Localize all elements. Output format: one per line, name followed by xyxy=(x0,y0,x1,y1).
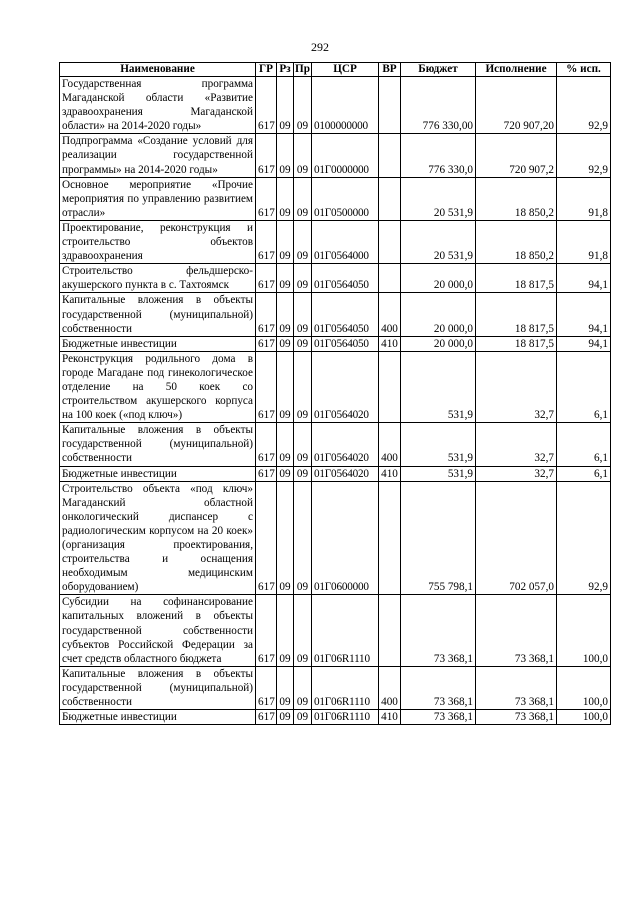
cell-name: Государственная программа Магаданской области «Развитие здравоохранения Магаданской области» на 2014-2020 годы» xyxy=(60,77,256,134)
cell-rz: 09 xyxy=(277,351,294,422)
cell-vr: 410 xyxy=(379,336,401,351)
table-row xyxy=(60,481,611,595)
cell-budget: 73 368,1 xyxy=(401,666,476,709)
cell-csr: 01Г0500000 xyxy=(312,177,379,220)
cell-csr: 01Г0564020 xyxy=(312,466,379,481)
cell-budget: 20 000,0 xyxy=(401,336,476,351)
table-row xyxy=(60,351,611,422)
cell-execution: 32,7 xyxy=(476,423,557,466)
header-vr: ВР xyxy=(379,63,401,77)
cell-percent: 6,1 xyxy=(557,466,611,481)
cell-percent: 6,1 xyxy=(557,423,611,466)
cell-gr: 617 xyxy=(256,423,277,466)
cell-pr: 09 xyxy=(294,710,312,725)
header-budget: Бюджет xyxy=(401,63,476,77)
cell-vr xyxy=(379,220,401,263)
cell-percent: 100,0 xyxy=(557,710,611,725)
cell-name: Капитальные вложения в объекты государственной (муниципальной) собственности xyxy=(60,293,256,336)
cell-vr xyxy=(379,481,401,595)
table-row xyxy=(60,710,611,725)
cell-budget: 20 000,0 xyxy=(401,293,476,336)
cell-vr xyxy=(379,77,401,134)
cell-percent: 92,9 xyxy=(557,481,611,595)
cell-execution: 18 817,5 xyxy=(476,264,557,293)
cell-vr xyxy=(379,595,401,666)
cell-percent: 92,9 xyxy=(557,134,611,177)
cell-vr: 400 xyxy=(379,293,401,336)
page-number: 292 xyxy=(311,40,329,54)
cell-csr: 01Г0600000 xyxy=(312,481,379,595)
cell-percent: 100,0 xyxy=(557,595,611,666)
cell-csr: 01Г0564020 xyxy=(312,423,379,466)
cell-execution: 73 368,1 xyxy=(476,595,557,666)
cell-pr: 09 xyxy=(294,77,312,134)
cell-gr: 617 xyxy=(256,351,277,422)
header-execution: Исполнение xyxy=(476,63,557,77)
cell-rz: 09 xyxy=(277,466,294,481)
cell-name: Проектирование, реконструкция и строительство объектов здравоохранения xyxy=(60,220,256,263)
cell-budget: 20 531,9 xyxy=(401,177,476,220)
cell-percent: 92,9 xyxy=(557,77,611,134)
cell-budget: 776 330,0 xyxy=(401,134,476,177)
cell-percent: 94,1 xyxy=(557,336,611,351)
cell-pr: 09 xyxy=(294,666,312,709)
cell-gr: 617 xyxy=(256,264,277,293)
header-rz: Рз xyxy=(277,63,294,77)
cell-gr: 617 xyxy=(256,293,277,336)
cell-pr: 09 xyxy=(294,351,312,422)
cell-csr: 01Г0564020 xyxy=(312,351,379,422)
cell-pr: 09 xyxy=(294,293,312,336)
cell-pr: 09 xyxy=(294,336,312,351)
cell-pr: 09 xyxy=(294,423,312,466)
cell-name: Реконструкция родильного дома в городе Магадане под гинекологическое отделение на 50 коек со строительством акушерского корпуса на 100 коек («под ключ») xyxy=(60,351,256,422)
cell-name: Бюджетные инвестиции xyxy=(60,466,256,481)
cell-rz: 09 xyxy=(277,220,294,263)
cell-execution: 73 368,1 xyxy=(476,666,557,709)
table-row xyxy=(60,293,611,336)
cell-execution: 18 817,5 xyxy=(476,293,557,336)
cell-percent: 94,1 xyxy=(557,293,611,336)
cell-csr: 01Г0564050 xyxy=(312,336,379,351)
cell-budget: 531,9 xyxy=(401,351,476,422)
table-row xyxy=(60,134,611,177)
cell-execution: 32,7 xyxy=(476,466,557,481)
cell-pr: 09 xyxy=(294,177,312,220)
cell-vr xyxy=(379,177,401,220)
cell-name: Капитальные вложения в объекты государственной (муниципальной) собственности xyxy=(60,423,256,466)
cell-vr xyxy=(379,264,401,293)
cell-name: Субсидии на софинансирование капитальных вложений в объекты государственной собственности субъектов Российской Федерации за счет средств областного бюджета xyxy=(60,595,256,666)
header-csr: ЦСР xyxy=(312,63,379,77)
cell-gr: 617 xyxy=(256,666,277,709)
cell-percent: 6,1 xyxy=(557,351,611,422)
cell-rz: 09 xyxy=(277,423,294,466)
cell-csr: 01Г0564050 xyxy=(312,293,379,336)
cell-vr: 410 xyxy=(379,466,401,481)
cell-execution: 18 817,5 xyxy=(476,336,557,351)
cell-execution: 702 057,0 xyxy=(476,481,557,595)
cell-rz: 09 xyxy=(277,481,294,595)
budget-table xyxy=(59,62,611,725)
cell-budget: 755 798,1 xyxy=(401,481,476,595)
cell-gr: 617 xyxy=(256,466,277,481)
cell-pr: 09 xyxy=(294,481,312,595)
cell-percent: 91,8 xyxy=(557,177,611,220)
cell-pr: 09 xyxy=(294,595,312,666)
cell-gr: 617 xyxy=(256,220,277,263)
header-row xyxy=(60,63,611,77)
cell-budget: 531,9 xyxy=(401,423,476,466)
cell-percent: 100,0 xyxy=(557,666,611,709)
table-row xyxy=(60,423,611,466)
cell-name: Бюджетные инвестиции xyxy=(60,710,256,725)
cell-execution: 18 850,2 xyxy=(476,220,557,263)
cell-execution: 73 368,1 xyxy=(476,710,557,725)
cell-gr: 617 xyxy=(256,595,277,666)
cell-budget: 73 368,1 xyxy=(401,710,476,725)
cell-vr: 400 xyxy=(379,666,401,709)
table-row xyxy=(60,264,611,293)
table-row xyxy=(60,336,611,351)
cell-csr: 01Г0564050 xyxy=(312,264,379,293)
cell-pr: 09 xyxy=(294,264,312,293)
cell-gr: 617 xyxy=(256,481,277,595)
cell-rz: 09 xyxy=(277,293,294,336)
cell-name: Капитальные вложения в объекты государственной (муниципальной) собственности xyxy=(60,666,256,709)
cell-rz: 09 xyxy=(277,177,294,220)
cell-gr: 617 xyxy=(256,134,277,177)
cell-gr: 617 xyxy=(256,336,277,351)
cell-rz: 09 xyxy=(277,595,294,666)
cell-gr: 617 xyxy=(256,77,277,134)
cell-budget: 776 330,00 xyxy=(401,77,476,134)
cell-rz: 09 xyxy=(277,336,294,351)
cell-rz: 09 xyxy=(277,134,294,177)
cell-budget: 20 000,0 xyxy=(401,264,476,293)
cell-pr: 09 xyxy=(294,466,312,481)
cell-budget: 531,9 xyxy=(401,466,476,481)
cell-name: Бюджетные инвестиции xyxy=(60,336,256,351)
header-pr: Пр xyxy=(295,63,310,75)
cell-name: Подпрограмма «Создание условий для реализации государственной программы» на 2014-2020 годы» xyxy=(60,134,256,177)
cell-execution: 32,7 xyxy=(476,351,557,422)
table-row xyxy=(60,220,611,263)
cell-csr: 01Г06R1110 xyxy=(312,595,379,666)
cell-vr: 410 xyxy=(379,710,401,725)
cell-csr: 01Г06R1110 xyxy=(312,710,379,725)
table-row xyxy=(60,466,611,481)
cell-budget: 73 368,1 xyxy=(401,595,476,666)
cell-vr xyxy=(379,351,401,422)
cell-pr: 09 xyxy=(294,220,312,263)
cell-csr: 0100000000 xyxy=(312,77,379,134)
cell-budget: 20 531,9 xyxy=(401,220,476,263)
cell-vr xyxy=(379,134,401,177)
cell-rz: 09 xyxy=(277,264,294,293)
header-gr: ГР xyxy=(256,63,277,77)
cell-name: Строительство фельдшерско-акушерского пункта в с. Тахтоямск xyxy=(60,264,256,293)
cell-execution: 720 907,20 xyxy=(476,77,557,134)
cell-name: Строительство объекта «под ключ» Магаданский областной онкологический диспансер с радиологическим корпусом на 20 коек» (организация проектирования, строительства и оснащения необходимым медицинским оборудованием) xyxy=(60,481,256,595)
cell-vr: 400 xyxy=(379,423,401,466)
cell-rz: 09 xyxy=(277,666,294,709)
cell-csr: 01Г0000000 xyxy=(312,134,379,177)
cell-execution: 18 850,2 xyxy=(476,177,557,220)
cell-percent: 91,8 xyxy=(557,220,611,263)
cell-rz: 09 xyxy=(277,77,294,134)
cell-rz: 09 xyxy=(277,710,294,725)
table-row xyxy=(60,666,611,709)
cell-gr: 617 xyxy=(256,710,277,725)
table-row xyxy=(60,595,611,666)
header-percent: % исп. xyxy=(557,63,611,77)
cell-execution: 720 907,2 xyxy=(476,134,557,177)
cell-csr: 01Г06R1110 xyxy=(312,666,379,709)
cell-csr: 01Г0564000 xyxy=(312,220,379,263)
cell-pr: 09 xyxy=(294,134,312,177)
header-name: Наименование xyxy=(60,63,256,77)
cell-gr: 617 xyxy=(256,177,277,220)
table-row xyxy=(60,77,611,134)
cell-name: Основное мероприятие «Прочие мероприятия по управлению развитием отрасли» xyxy=(60,177,256,220)
table-row xyxy=(60,177,611,220)
cell-percent: 94,1 xyxy=(557,264,611,293)
